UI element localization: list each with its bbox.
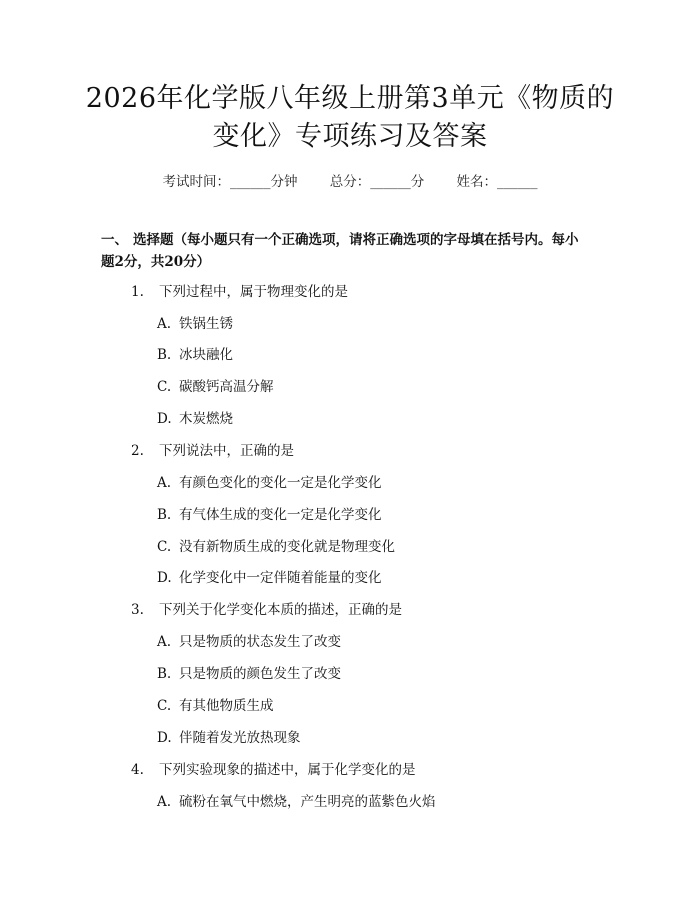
option-text: 碳酸钙高温分解	[179, 379, 274, 395]
section-heading-continued	[101, 251, 601, 273]
option-letter: A.	[157, 794, 172, 810]
option-letter: A.	[157, 316, 172, 332]
page-title-line-1: 2026年化学版八年级上册第3单元《物质的	[85, 83, 615, 114]
option-letter: A.	[157, 634, 172, 650]
section-instructions-line-2: 题2分，共20分）	[101, 254, 211, 270]
option-letter: C.	[157, 539, 172, 555]
question-4	[131, 760, 591, 780]
section-number: 一、	[101, 232, 128, 248]
question-text: 下列实验现象的描述中，属于化学变化的是	[159, 762, 416, 778]
option-letter: D.	[157, 730, 172, 746]
exam-time: 考试时间：______分钟	[162, 174, 298, 190]
option-text: 有其他物质生成	[179, 698, 274, 714]
option-text: 有气体生成的变化一定是化学变化	[179, 507, 382, 523]
question-1-option-d[interactable]	[157, 409, 597, 429]
exam-info	[0, 170, 700, 190]
question-1-option-b[interactable]	[157, 345, 597, 365]
section-heading	[101, 229, 601, 251]
option-text: 冰块融化	[179, 347, 233, 363]
question-2-option-c[interactable]	[157, 537, 597, 557]
option-letter: B.	[157, 347, 172, 363]
option-text: 只是物质的颜色发生了改变	[179, 666, 341, 682]
question-2-option-a[interactable]	[157, 473, 597, 493]
option-text: 铁锅生锈	[179, 316, 233, 332]
option-text: 硫粉在氧气中燃烧，产生明亮的蓝紫色火焰	[179, 794, 436, 810]
option-text: 伴随着发光放热现象	[179, 730, 301, 746]
question-1	[131, 282, 591, 302]
question-1-option-c[interactable]	[157, 377, 597, 397]
question-number: 4.	[131, 762, 144, 778]
section-instructions-line-1: 选择题（每小题只有一个正确选项，请将正确选项的字母填在括号内。每小	[133, 232, 579, 248]
option-text: 化学变化中一定伴随着能量的变化	[179, 570, 382, 586]
question-number: 3.	[131, 602, 144, 618]
question-3-option-c[interactable]	[157, 696, 597, 716]
exam-student-name: 姓名：______	[456, 174, 538, 190]
option-letter: D.	[157, 570, 172, 586]
question-4-option-a[interactable]	[157, 792, 597, 812]
question-text: 下列说法中，正确的是	[159, 443, 294, 459]
question-2-option-d[interactable]	[157, 568, 597, 588]
question-text: 下列过程中，属于物理变化的是	[159, 284, 348, 300]
option-text: 只是物质的状态发生了改变	[179, 634, 341, 650]
question-number: 1.	[131, 284, 144, 300]
exam-total-score: 总分：______分	[329, 174, 425, 190]
question-3-option-d[interactable]	[157, 728, 597, 748]
option-text: 有颜色变化的变化一定是化学变化	[179, 475, 382, 491]
question-3-option-a[interactable]	[157, 632, 597, 652]
option-text: 木炭燃烧	[179, 411, 233, 427]
question-number: 2.	[131, 443, 144, 459]
question-2	[131, 441, 591, 461]
question-1-option-a[interactable]	[157, 314, 597, 334]
option-letter: B.	[157, 507, 172, 523]
option-letter: C.	[157, 698, 172, 714]
question-3	[131, 600, 591, 620]
page-title-line-2: 变化》专项练习及答案	[212, 121, 488, 152]
option-letter: C.	[157, 379, 172, 395]
question-text: 下列关于化学变化本质的描述，正确的是	[159, 602, 402, 618]
question-3-option-b[interactable]	[157, 664, 597, 684]
option-text: 没有新物质生成的变化就是物理变化	[179, 539, 395, 555]
option-letter: B.	[157, 666, 172, 682]
option-letter: D.	[157, 411, 172, 427]
question-2-option-b[interactable]	[157, 505, 597, 525]
option-letter: A.	[157, 475, 172, 491]
